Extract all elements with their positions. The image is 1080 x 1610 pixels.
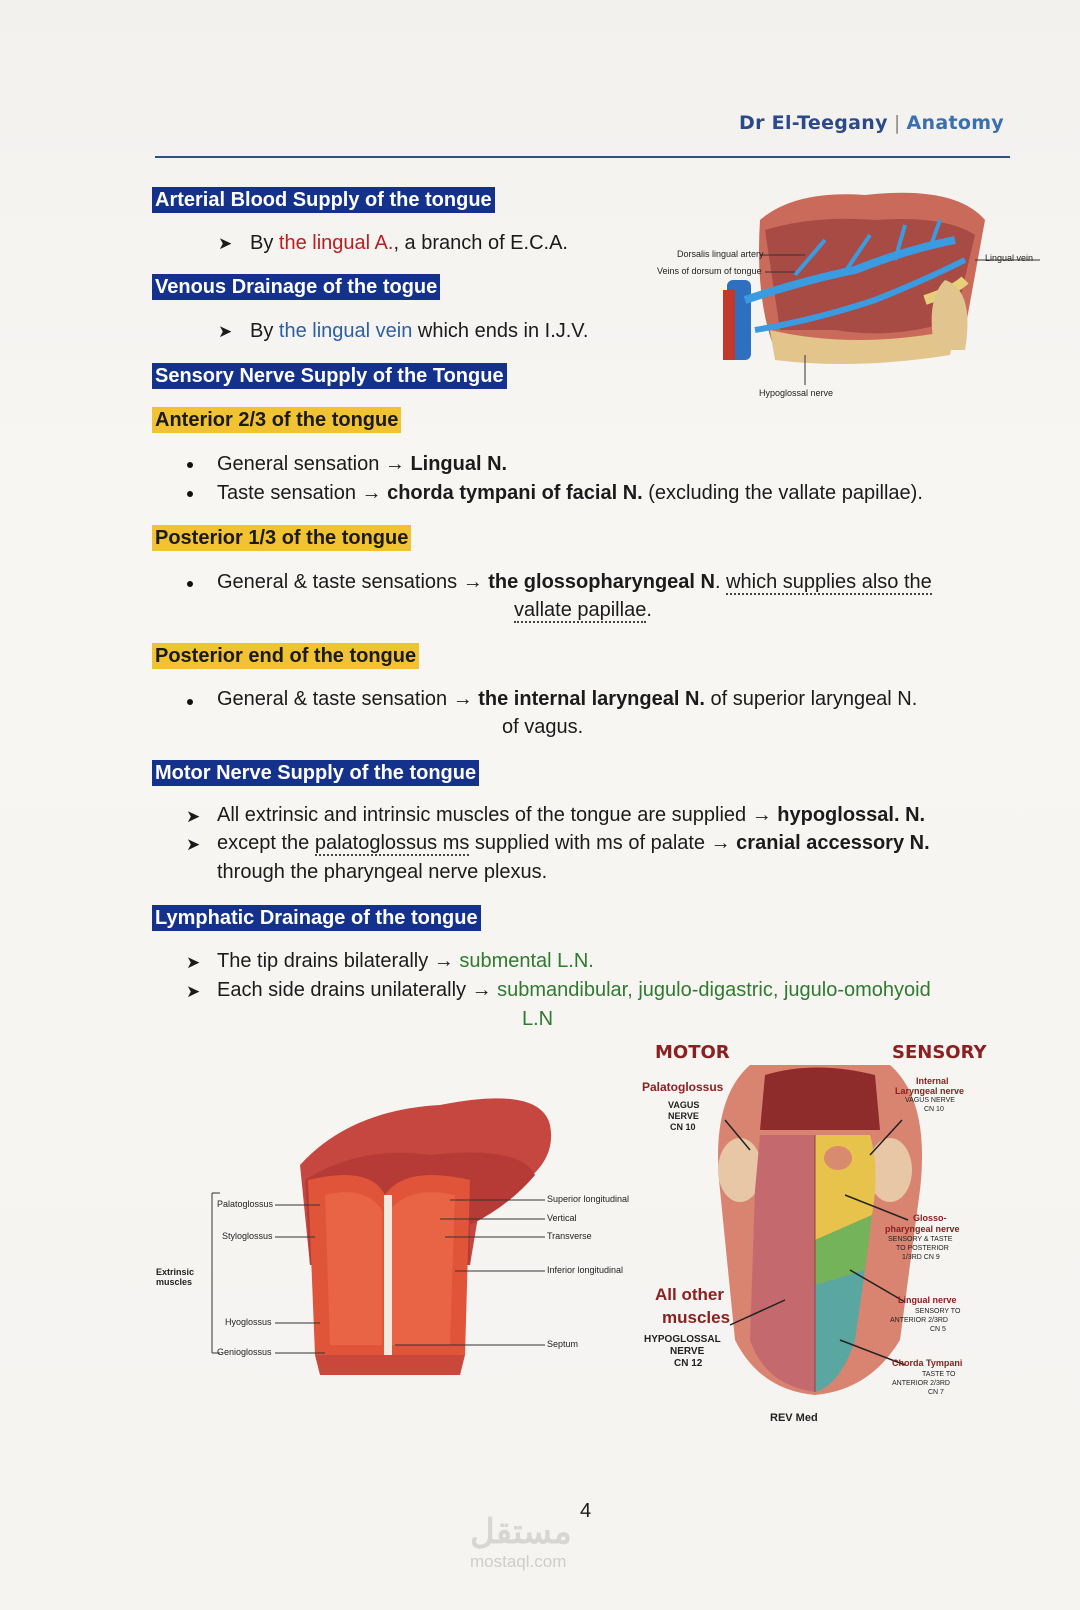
bullet-dot (187, 581, 193, 587)
fig1-label-artery: Dorsalis lingual artery (677, 249, 764, 259)
fig3-laryngeal: Laryngeal nerve (895, 1086, 965, 1096)
venous-heading: Venous Drainage of the togue (152, 274, 440, 300)
posterior-heading: Posterior 1/3 of the tongue (152, 525, 411, 551)
fig3-cn10: CN 10 (670, 1122, 696, 1132)
bullet-dot (187, 462, 193, 468)
arrow-bullet-icon: ➤ (186, 807, 201, 826)
fig1-label-hypoglossal: Hypoglossal nerve (759, 388, 834, 398)
venous-text: By the lingual vein which ends in I.J.V. (250, 320, 589, 342)
fig3-cn12: CN 12 (674, 1358, 703, 1369)
fig2-label-superior-longitudinal: Superior longitudinal (547, 1194, 630, 1204)
anterior-bullet-2: Taste sensation → chorda tympani of facial N. (excluding the vallate papillae). (217, 482, 923, 504)
fig2-label-styloglossus: Styloglossus (222, 1231, 273, 1241)
lymph-bullet-2: Each side drains unilaterally → submandibular, jugulo-digastric, jugulo-omohyoid (217, 979, 931, 1001)
fig3-vagusnerve: VAGUS NERVE (905, 1097, 955, 1104)
posterior-end-bullet: General & taste sensation → the internal laryngeal N. of superior laryngeal N. (217, 688, 918, 710)
fig3-palatoglossus: Palatoglossus (642, 1080, 724, 1094)
fig1-label-veins: Veins of dorsum of tongue (657, 266, 762, 276)
fig3-hypoglossal: HYPOGLOSSAL (644, 1334, 721, 1345)
header-rule (155, 156, 1010, 158)
tongue-innervation-figure (640, 1040, 990, 1440)
fig2-label-genioglossus: Genioglossus (217, 1347, 272, 1357)
fig3-brand-logo: REV Med (770, 1412, 818, 1424)
fig1-label-lingual-vein: Lingual vein (985, 253, 1034, 263)
fig3-glosso: Glosso- (913, 1213, 947, 1223)
fig2-label-vertical: Vertical (547, 1213, 577, 1223)
fig2-label-extrinsic: Extrinsic muscles (156, 1267, 195, 1287)
fig3-internal: Internal (916, 1076, 949, 1086)
lymph-bullet-2-line2: L.N (522, 1008, 554, 1030)
arrow-bullet-icon: ➤ (186, 982, 201, 1001)
lymph-bullet-1: The tip drains bilaterally → submental L.N. (217, 950, 594, 972)
motor-heading: Motor Nerve Supply of the tongue (152, 760, 479, 786)
watermark-latin: mostaql.com (470, 1552, 567, 1571)
fig2-label-palatoglossus: Palatoglossus (217, 1199, 274, 1209)
watermark-arabic: مستقل (470, 1513, 572, 1551)
bullet-dot (187, 699, 193, 705)
fig3-taste2: ANTERIOR 2/3RD (892, 1380, 950, 1387)
fig3-taste3: CN 7 (928, 1389, 944, 1396)
fig3-lingual: Lingual nerve (898, 1295, 957, 1305)
motor-bullet-2-line2: through the pharyngeal nerve plexus. (217, 861, 548, 883)
fig2-label-inferior-longitudinal: Inferior longitudinal (547, 1265, 624, 1275)
arrow-bullet-icon: ➤ (218, 234, 233, 253)
fig3-sensory-title: SENSORY (892, 1042, 987, 1063)
fig3-nerve: NERVE (668, 1111, 699, 1121)
anterior-bullet-1: General sensation → Lingual N. (217, 453, 508, 475)
fig3-vagus: VAGUS (668, 1100, 700, 1110)
fig3-sens2c: CN 5 (930, 1326, 946, 1333)
motor-bullet-2: except the palatoglossus ms supplied with ms of palate → cranial accessory N. (217, 832, 930, 854)
arrow-bullet-icon: ➤ (186, 835, 201, 854)
posterior-end-heading: Posterior end of the tongue (152, 643, 419, 669)
bullet-dot (187, 491, 193, 497)
fig3-sense3: 1/3RD CN 9 (902, 1254, 940, 1261)
arterial-text: By the lingual A., a branch of E.C.A. (250, 232, 568, 254)
posterior-bullet: General & taste sensations → the glossopharyngeal N. which supplies also the (217, 571, 932, 593)
sensory-heading: Sensory Nerve Supply of the Tongue (152, 363, 507, 389)
fig3-sens2a: SENSORY TO (915, 1308, 961, 1315)
fig3-all-other: All other (655, 1285, 724, 1304)
fig3-hnerve: NERVE (670, 1346, 705, 1357)
motor-bullet-1: All extrinsic and intrinsic muscles of the tongue are supplied → hypoglossal. N. (217, 804, 926, 826)
fig2-label-hyoglossus: Hyoglossus (225, 1317, 272, 1327)
fig3-sens2b: ANTERIOR 2/3RD (890, 1317, 948, 1324)
fig3-pharyngeal: pharyngeal nerve (885, 1224, 960, 1234)
arrow-bullet-icon: ➤ (186, 953, 201, 972)
fig3-sense2: TO POSTERIOR (896, 1245, 949, 1252)
fig3-sense1: SENSORY & TASTE (888, 1236, 953, 1243)
arrow-bullet-icon: ➤ (218, 322, 233, 341)
fig2-label-septum: Septum (547, 1339, 579, 1349)
tongue-muscles-figure (150, 1085, 640, 1385)
arterial-heading: Arterial Blood Supply of the tongue (152, 187, 495, 213)
page-number: 4 (580, 1500, 592, 1522)
fig3-chorda: Chorda Tympani (892, 1358, 963, 1368)
fig2-label-transverse: Transverse (547, 1231, 592, 1241)
fig3-taste1: TASTE TO (922, 1371, 956, 1378)
fig3-motor-title: MOTOR (655, 1042, 730, 1063)
lingual-vessels-figure (655, 180, 1055, 410)
running-header: Dr El-Teegany | Anatomy (739, 112, 1004, 134)
anterior-heading: Anterior 2/3 of the tongue (152, 407, 401, 433)
lymph-heading: Lymphatic Drainage of the tongue (152, 905, 481, 931)
posterior-bullet-line2: vallate papillae. (514, 599, 652, 621)
fig3-cn10b: CN 10 (924, 1106, 944, 1113)
fig3-muscles: muscles (662, 1308, 731, 1327)
posterior-end-line2: of vagus. (502, 716, 584, 738)
